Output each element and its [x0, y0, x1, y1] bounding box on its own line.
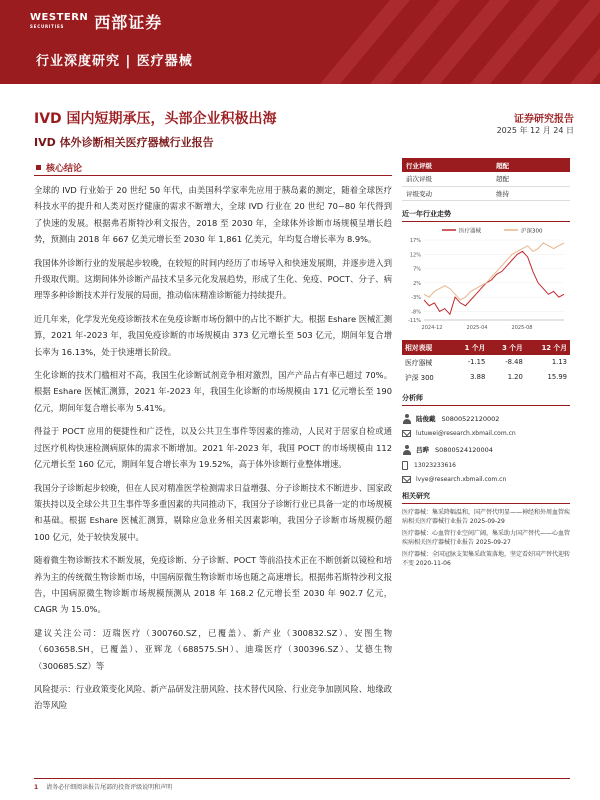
trend-chart-svg — [402, 224, 570, 334]
analyst-cert: S0800524120004 — [435, 445, 493, 454]
paragraph: 我国体外诊断行业的发展起步较晚，在较短的时间内经历了市场导入和快速发展期，并逐步进入到升级取代期。这期间体外诊断产品技术呈多元化发展趋势，形成了生化、免疫、POCT、分子、病理等多种诊断技术并行发展的局面，推动临床精准诊断能力持续提升。 — [34, 257, 392, 301]
paragraph: 建议关注公司：迈瑞医疗（300760.SZ，已覆盖）、新产业（300832.SZ）、安图生物（603658.SH，已覆盖）、亚辉龙（688575.SH）、迪瑞医疗（300396.SZ）、艾德生物（300685.SZ）等 — [34, 627, 392, 671]
section-bullet-icon — [36, 165, 41, 170]
logo-en-sub: SECURITIES — [30, 23, 65, 29]
analyst-1 — [402, 414, 570, 424]
related-list — [402, 508, 570, 568]
perf-cell: 1.13 — [551, 358, 567, 366]
analyst-cert: S0800522120002 — [441, 414, 500, 423]
related-item[interactable]: 医疗器械：集采降幅温和，国产替代明显——神经和外周血管疾病相关医疗器械行业报告 2025-09-29 — [402, 508, 571, 525]
legend-label: 医疗器械 — [459, 228, 482, 234]
analyst-2-phone — [402, 461, 570, 470]
analyst-title: 分析师 — [402, 393, 570, 406]
series-line — [424, 242, 564, 299]
perf-cell: 3 个月 — [488, 340, 526, 355]
sidebar — [402, 158, 570, 571]
trend-title: 近一年行业走势 — [402, 209, 570, 222]
sub-title: IVD 体外诊断相关医疗器械行业报告 — [34, 136, 214, 149]
analyst-block — [402, 414, 570, 483]
y-tick-label: 12% — [409, 251, 421, 258]
report-date: 2025 年 12 月 24 日 — [496, 126, 574, 135]
analyst-name: 吕晔 — [416, 446, 429, 454]
perf-cell: -1.15 — [467, 358, 486, 366]
y-tick-label: -11% — [408, 317, 421, 324]
rating-cell: 超配 — [492, 172, 570, 186]
rating-cell: 维持 — [492, 186, 570, 200]
phone-icon — [402, 461, 408, 470]
perf-cell: 3.88 — [470, 373, 486, 381]
perf-cell: 医疗器械 — [405, 359, 433, 367]
perf-cell: 沪深 300 — [405, 374, 434, 382]
rating-cell: 行业评级 — [402, 158, 492, 172]
header-banner — [0, 0, 600, 84]
logo-en: WESTERN — [30, 11, 89, 23]
legend-label: 沪深300 — [521, 228, 543, 234]
paragraph: 生化诊断的技术门槛相对不高，我国生化诊断试剂竞争相对激烈，国产产品占有率已超过 70%。根据 Eshare 医械汇测算，2021 年-2023 年，我国生化诊断的市场规模由 171 亿元增长至 190 亿元，期间年复合增长率为 5.41%。 — [34, 370, 392, 413]
related-title: 相关研究 — [402, 491, 570, 504]
footer — [34, 778, 570, 791]
y-tick-label: -3% — [411, 294, 421, 301]
perf-cell: 1.20 — [507, 373, 523, 381]
paragraph: 近几年来，化学发光免疫诊断技术在免疫诊断市场份额中的占比不断扩大。根据 Eshare 医械汇测算，2021 年-2023 年，我国免疫诊断的市场规模由 373 亿元增长至 503 亿元，期间年复合增长率为 16.13%，处于快速增长阶段。 — [34, 313, 392, 357]
x-tick-label: 2025-04 — [466, 324, 488, 331]
rating-cell: 前次评级 — [402, 172, 492, 186]
body-text — [34, 182, 392, 721]
email-text[interactable]: lvye@research.xbmail.com.cn — [416, 475, 507, 483]
phone-text: 13023233616 — [414, 461, 456, 469]
rating-table — [402, 158, 570, 201]
logo-mark — [30, 13, 88, 31]
footer-disclaimer: 请务必仔细阅读报告尾部的投资评级说明和声明 — [46, 784, 173, 791]
analyst-2 — [402, 445, 570, 455]
analyst-1-email[interactable] — [402, 430, 570, 437]
banner-stripes — [260, 0, 600, 84]
performance-row — [402, 370, 570, 385]
performance-row — [402, 355, 570, 370]
email-text[interactable]: lutuwei@research.xbmail.com.cn — [416, 429, 516, 437]
perf-cell: 15.99 — [547, 373, 567, 381]
x-tick-label: 2025-08 — [511, 324, 533, 331]
banner-title: 行业深度研究 | 医疗器械 — [36, 54, 193, 69]
rating-head-row — [402, 158, 570, 172]
related-item[interactable]: 医疗器械：全国冠脉支架集采政策落地，坚定看好国产替代迎转不变 2020-11-06 — [402, 550, 571, 567]
user-icon — [402, 414, 412, 424]
perf-cell: 12 个月 — [526, 340, 570, 355]
main-title: IVD 国内短期承压，头部企业积极出海 — [34, 111, 277, 127]
related-item[interactable]: 医疗器械：心血管行业空间广阔，集采助力国产替代——心血管疾病相关医疗器械行业报告 2025-09-27 — [402, 529, 571, 546]
y-tick-label: -8% — [411, 308, 421, 315]
trend-chart — [402, 224, 570, 334]
paragraph: 我国分子诊断起步较晚，但在人民对精准医学检测需求日益增强、分子诊断技术不断进步、国家政策扶持以及全球公共卫生事件等多重因素的共同推动下，我国分子诊断行业已具备一定的市场规模和基础。根据 Eshare 医械汇测算，剔除应急业务相关因素影响，我国分子诊断市场规模仍超 100 亿元，处于较快发展中。 — [34, 482, 392, 542]
y-tick-label: 2% — [413, 280, 421, 287]
mail-icon — [402, 476, 411, 483]
rating-row — [402, 186, 570, 200]
paragraph: 风险提示：行业政策变化风险、新产品研发注册风险、技术替代风险、行业竞争加剧风险、地缘政治等风险 — [34, 683, 392, 711]
performance-head-row — [402, 340, 570, 355]
paragraph: 得益于 POCT 应用的便捷性和广泛性，以及公共卫生事件等因素的推动，人民对于居家自检或通过医疗机构快速检测病原体的需求不断增加。2021 年-2023 年，我国 POCT 的市场规模由 112 亿元增长至 160 亿元，期间年复合增长率为 19.52%，高于体外诊断行业整体增速。 — [34, 426, 392, 470]
paragraph: 全球的 IVD 行业始于 20 世纪 50 年代，由美国科学家率先应用于胰岛素的测定，随着全球医疗科技水平的提升和人类对医疗健康的需求不断增大，全球 IVD 行业在 20 世纪 70~80 年代得到了快速的发展。根据弗若斯特沙利文报告，2018 至 2030 年，全球体外诊断市场规模呈增长趋势，预测由 2018 年 667 亿美元增长至 2030 年 1,861 亿美元，年均复合增长率为 8.9%。 — [34, 185, 392, 245]
performance-table — [402, 340, 570, 385]
company-logo — [30, 10, 162, 33]
rating-row — [402, 172, 570, 186]
analyst-name: 陆俊戴 — [416, 415, 436, 423]
perf-cell: 1 个月 — [451, 340, 489, 355]
rating-cell: 评级变动 — [402, 186, 492, 200]
x-tick-label: 2024-12 — [421, 324, 443, 331]
y-tick-label: 7% — [413, 266, 421, 273]
paragraph: 随着微生物诊断技术不断发展，免疫诊断、分子诊断、POCT 等前沿技术正在不断创新以镜检和培养为主的传统微生物诊断市场，中国病原微生物诊断市场也随之高速增长。根据弗若斯特沙利文报告，中国病原微生物诊断市场规模预测从 2018 年 168.2 亿元增长至 2030 年 902.7 亿元，CAGR 为 15.0%。 — [34, 555, 392, 615]
logo-cn: 西部证券 — [94, 13, 163, 32]
user-icon — [402, 445, 412, 455]
mail-icon — [402, 430, 411, 437]
y-tick-label: 17% — [409, 237, 421, 244]
section-title: 核心结论 — [46, 164, 83, 174]
perf-cell: 相对表现 — [402, 340, 451, 355]
perf-cell: -8.48 — [505, 358, 523, 366]
page-number: 1 — [34, 784, 39, 791]
analyst-2-email[interactable] — [402, 476, 570, 483]
section-heading — [34, 160, 392, 176]
rating-cell: 超配 — [492, 158, 570, 172]
report-type: 证券研究报告 — [514, 114, 574, 125]
